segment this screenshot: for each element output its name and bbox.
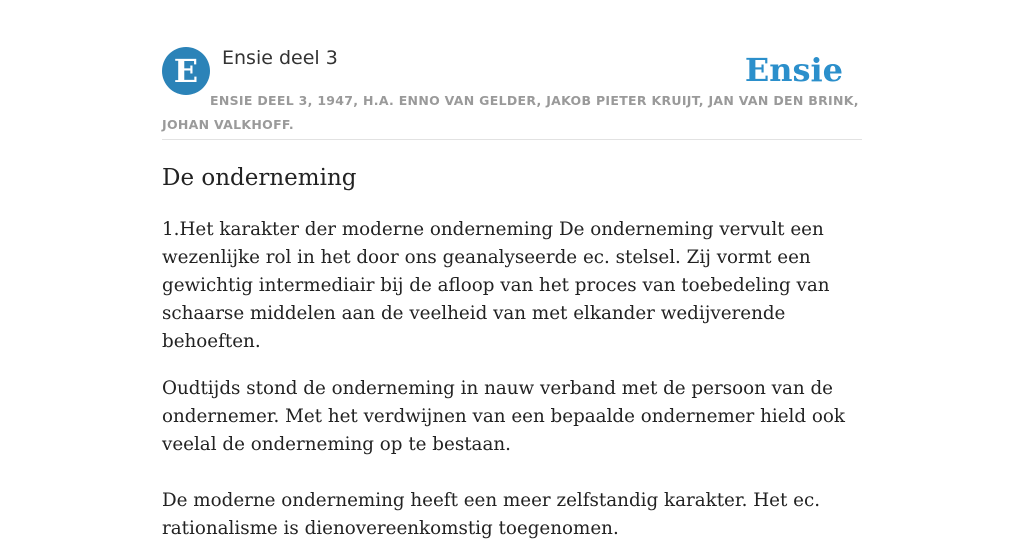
book-title[interactable]: Ensie deel 3 xyxy=(222,47,338,69)
article-paragraph: Oudtijds stond de onderneming in nauw verband met de persoon van de ondernemer. Met het verdwijnen van een bepaalde ondernemer hield ook veelal de onderneming op te bestaan. xyxy=(162,378,845,455)
ensie-logo-icon[interactable]: E xyxy=(162,47,210,95)
article xyxy=(162,158,867,543)
article-paragraph: De moderne onderneming heeft een meer zelfstandig karakter. Het ec. rationalisme is dienovereenkomstig toegenomen. xyxy=(162,490,820,539)
article-paragraph: 1.Het karakter der moderne onderneming De onderneming vervult een wezenlijke rol in het door ons geanalyseerde ec. stelsel. Zij vormt een gewichtig intermediair bij de afloop van het proces van toebedeling van schaarse middelen aan de veelheid van met elkander wedijverende behoeften. xyxy=(162,219,830,352)
source-meta: ENSIE DEEL 3, 1947, H.A. ENNO VAN GELDER, JAKOB PIETER KRUIJT, JAN VAN DEN BRINK, JOHAN VALKHOFF. xyxy=(162,93,859,132)
header xyxy=(162,0,862,140)
article-title: De onderneming xyxy=(162,165,357,191)
header-divider xyxy=(162,139,862,140)
brand-logo[interactable]: Ensie xyxy=(744,51,843,89)
